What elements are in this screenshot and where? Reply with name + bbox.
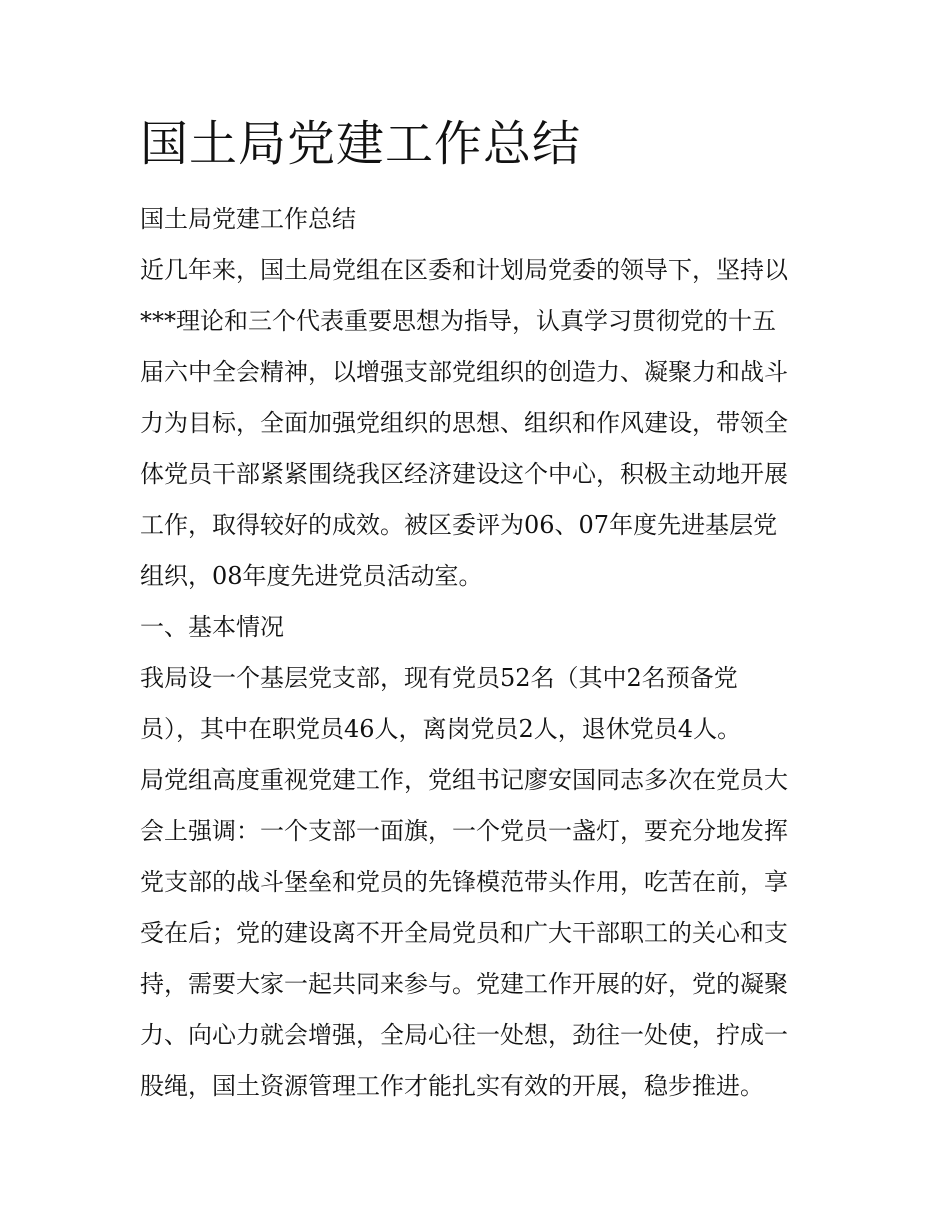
body-line: 受在后；党的建设离不开全局党员和广大干部职工的关心和支 <box>140 919 788 947</box>
body-line: 我局设一个基层党支部，现有党员52名（其中2名预备党 <box>140 664 738 692</box>
body-line: 力、向心力就会增强，全局心往一处想，劲往一处使，拧成一 <box>140 1021 788 1049</box>
body-line: 股绳，国土资源管理工作才能扎实有效的开展，稳步推进。 <box>140 1072 764 1100</box>
body-line: 会上强调：一个支部一面旗，一个党员一盏灯，要充分地发挥 <box>140 817 788 845</box>
document-title: 国土局党建工作总结 <box>140 116 582 172</box>
document-page <box>140 112 820 1112</box>
section-heading: 一、基本情况 <box>140 613 284 641</box>
body-line: 员），其中在职党员46人，离岗党员2人，退休党员4人。 <box>140 715 742 743</box>
body-line: 组织，08年度先进党员活动室。 <box>140 562 483 590</box>
body-line: ***理论和三个代表重要思想为指导，认真学习贯彻党的十五 <box>140 307 776 335</box>
body-line: 近几年来，国土局党组在区委和计划局党委的领导下，坚持以 <box>140 256 788 284</box>
subtitle-line: 国土局党建工作总结 <box>140 205 356 233</box>
document-body <box>140 194 820 1112</box>
body-line: 工作，取得较好的成效。被区委评为06、07年度先进基层党 <box>140 511 778 539</box>
body-line: 力为目标，全面加强党组织的思想、组织和作风建设，带领全 <box>140 409 788 437</box>
body-line: 党支部的战斗堡垒和党员的先锋模范带头作用，吃苦在前，享 <box>140 868 788 896</box>
body-line: 持，需要大家一起共同来参与。党建工作开展的好，党的凝聚 <box>140 970 788 998</box>
body-line: 届六中全会精神，以增强支部党组织的创造力、凝聚力和战斗 <box>140 358 788 386</box>
body-line: 体党员干部紧紧围绕我区经济建设这个中心，积极主动地开展 <box>140 460 788 488</box>
body-line: 局党组高度重视党建工作，党组书记廖安国同志多次在党员大 <box>140 766 788 794</box>
